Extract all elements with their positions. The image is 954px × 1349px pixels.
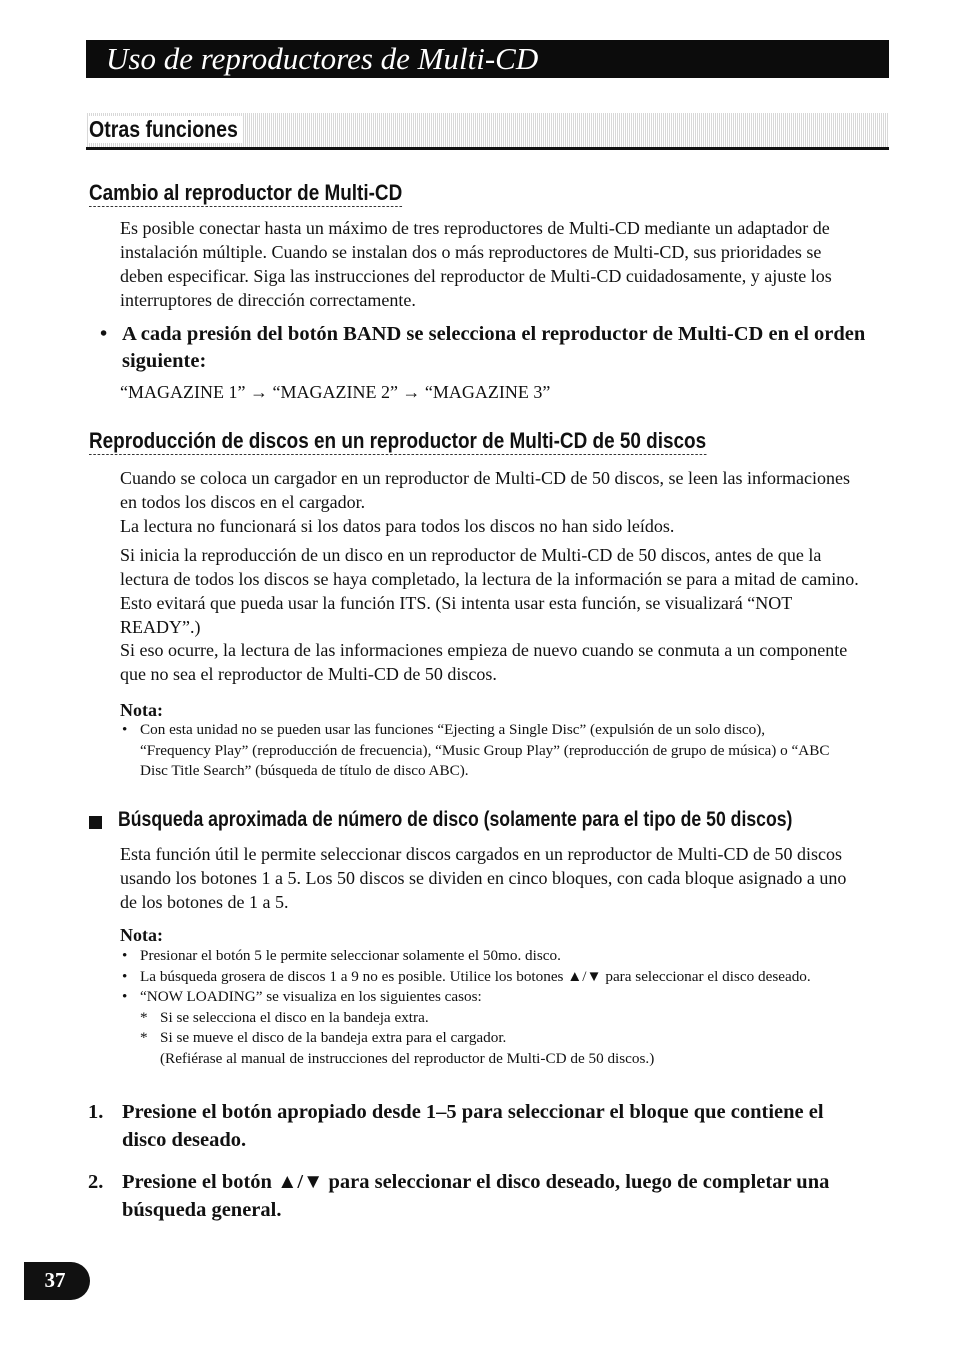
nota-item-text: Con esta unidad no se pueden usar las funciones “Ejecting a Single Disc” (expulsión de un solo disco), “Frequency Play” (reproducción de frecuencia), “Music Group Play” (reproducción de grupo de música) o “ABC Disc Title Search” (búsqueda de título de disco ABC). [140, 721, 830, 779]
nota-label-1: Nota: [120, 700, 163, 720]
heading-cambio [89, 180, 402, 206]
square-bullet-icon [89, 816, 102, 829]
heading-reproduccion-text: Reproducción de discos en un reproductor de Multi-CD de 50 discos [89, 428, 707, 453]
nota-item [120, 967, 835, 988]
page-number-badge [24, 1262, 90, 1300]
nota-item [120, 720, 835, 782]
reproduccion-paragraph-4: Si eso ocurre, la lectura de las informaciones empieza de nuevo cuando se conmuta a un componente que no sea el reproductor de Multi-CD de 50 discos. [120, 640, 848, 684]
cambio-paragraph: Es posible conectar hasta un máximo de tres reproductores de Multi-CD mediante un adaptador de instalación múltiple. Cuando se instalan dos o más reproductores de Multi-CD, sus prioridades se deben especificar. Siga las instrucciones del reproductor de Multi-CD cuidadosamente, y ajuste los interruptores de dirección correctamente. [120, 218, 832, 310]
page-number: 37 [44, 1268, 66, 1292]
nota-item [120, 987, 835, 1008]
heading-reproduccion [89, 428, 706, 454]
nota-subitem-note: (Refiérase al manual de instrucciones del reproductor de Multi-CD de 50 discos.) [160, 1049, 655, 1067]
bullet-dot: • [122, 967, 128, 985]
step-1 [88, 1098, 868, 1154]
nota-item [120, 946, 835, 967]
nota-item-text: La búsqueda grosera de discos 1 a 9 no es posible. Utilice los botones ▲/▼ para seleccionar el disco deseado. [140, 967, 811, 985]
step-2-number: 2. [88, 1171, 104, 1193]
bullet-dot: • [122, 721, 128, 738]
nota-list-1 [120, 720, 835, 782]
step-2-text: Presione el botón ▲/▼ para seleccionar el disco deseado, luego de completar una búsqueda general. [122, 1171, 830, 1221]
step-2 [88, 1168, 868, 1224]
heading-cambio-text: Cambio al reproductor de Multi-CD [89, 180, 403, 205]
bullet-dot: • [122, 947, 128, 964]
nota-subitem-text: Si se mueve el disco de la bandeja extra para el cargador. [160, 1029, 507, 1046]
heading-busqueda [118, 808, 792, 832]
cambio-bullet-text: A cada presión del botón BAND se selecciona el reproductor de Multi-CD en el orden siguiente: [122, 323, 866, 372]
nota-label-2: Nota: [120, 925, 163, 945]
cambio-bullet [100, 321, 870, 375]
nota-item-text: “NOW LOADING” se visualiza en los siguientes casos: [140, 988, 482, 1005]
chapter-banner [86, 40, 889, 78]
step-1-number: 1. [88, 1101, 104, 1123]
section-header [86, 113, 889, 150]
section-title: Otras funciones [89, 116, 243, 143]
asterisk-marker: * [140, 1029, 148, 1046]
bullet-dot: • [122, 988, 128, 1005]
nota-subitem [120, 1028, 835, 1049]
magazine-sequence: “MAGAZINE 1” → “MAGAZINE 2” → “MAGAZINE 3” [120, 382, 551, 402]
nota-item-text: Presionar el botón 5 le permite seleccionar solamente el 50mo. disco. [140, 947, 561, 964]
heading-busqueda-text: Búsqueda aproximada de número de disco (solamente para el tipo de 50 discos) [118, 808, 793, 831]
asterisk-marker: * [140, 1008, 148, 1026]
busqueda-paragraph: Esta función útil le permite seleccionar discos cargados en un reproductor de Multi-CD de 50 discos usando los botones 1 a 5. Los 50 discos se dividen en cinco bloques, con cada bloque asignado a uno de los botones de 1 a 5. [120, 844, 847, 912]
step-1-text: Presione el botón apropiado desde 1–5 para seleccionar el bloque que contiene el disco deseado. [122, 1101, 824, 1151]
reproduccion-paragraph-3: Si inicia la reproducción de un disco en un reproductor de Multi-CD de 50 discos, antes de que la lectura de todos los discos se haya completado, la lectura de la información se para a mitad de camino. Esto evitará que pueda usar la función ITS. (Si intenta usar esta función, se visualizará “NOT READY”.) [120, 545, 859, 637]
reproduccion-paragraph-2: La lectura no funcionará si los datos para todos los discos no han sido leídos. [120, 516, 675, 536]
nota-subitem-text: Si se selecciona el disco en la bandeja extra. [160, 1008, 429, 1026]
bullet-dot: • [100, 323, 108, 345]
chapter-title: Uso de reproductores de Multi-CD [106, 41, 539, 76]
reproduccion-paragraph-1: Cuando se coloca un cargador en un reproductor de Multi-CD de 50 discos, se leen las informaciones en todos los discos en el cargador. [120, 468, 850, 512]
nota-list-2 [120, 946, 835, 1069]
nota-subitem [120, 1008, 835, 1029]
